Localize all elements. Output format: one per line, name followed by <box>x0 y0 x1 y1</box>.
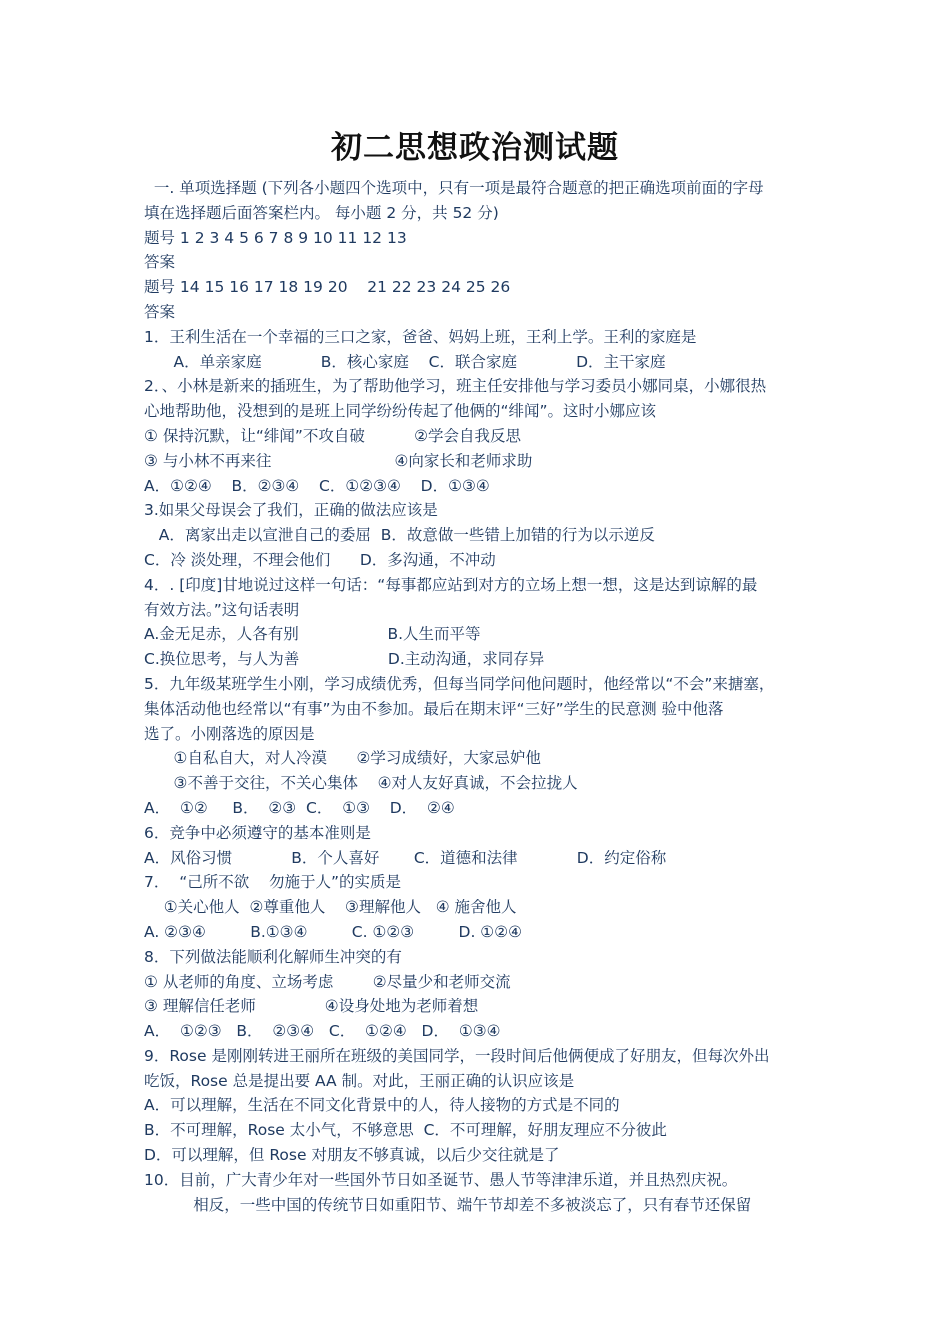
text-line: A．①②④ B．②③④ C．①②③④ D．①③④ <box>144 476 490 495</box>
text-line: 填在选择题后面答案栏内。 每小题 2 分，共 52 分) <box>144 203 499 222</box>
text-line: C.换位思考，与人为善 D.主动沟通，求同存异 <box>144 650 545 669</box>
text-line: ① 从老师的角度、立场考虑 ②尽量少和老师交流 <box>144 972 511 991</box>
text-line: 题号 1 2 3 4 5 6 7 8 9 10 11 12 13 <box>144 228 407 247</box>
text-line: D．可以理解，但 Rose 对朋友不够真诚，以后少交往就是了 <box>144 1146 560 1165</box>
text-line: 题号 14 15 16 17 18 19 20 21 22 23 24 25 26 <box>144 278 511 297</box>
text-line: C．冷 淡处理，不理会他们 D．多沟通，不冲动 <box>144 550 496 569</box>
text-line: 2．、小林是新来的插班生，为了帮助他学习，班主任安排他与学习委员小娜同桌，小娜很热 <box>144 377 767 396</box>
text-line: 答案 <box>144 253 176 272</box>
text-line: 1．王利生活在一个幸福的三口之家，爸爸、妈妈上班，王利上学。王利的家庭是 <box>144 327 697 346</box>
text-line: A． ①②③ B． ②③④ C． ①②④ D． ①③④ <box>144 1022 501 1041</box>
text-line: ① 保持沉默，让“绯闻”不攻自破 ②学会自我反思 <box>144 426 522 445</box>
text-line: 相反，一些中国的传统节日如重阳节、端午节却差不多被淡忘了，只有春节还保留 <box>144 1195 752 1214</box>
text-line: 答案 <box>144 302 176 321</box>
text-line: ③ 与小林不再来往 ④向家长和老师求助 <box>144 451 533 470</box>
text-line: 9．Rose 是刚刚转进王丽所在班级的美国同学，一段时间后他俩便成了好朋友，但每次外出 <box>144 1046 770 1065</box>
text-line: B．不可理解，Rose 太小气，不够意思 C．不可理解，好朋友理应不分彼此 <box>144 1121 667 1140</box>
text-line: ③ 理解信任老师 ④设身处地为老师着想 <box>144 997 479 1016</box>
text-line: 选了。小刚落选的原因是 <box>144 724 315 743</box>
document-body <box>144 176 816 1217</box>
text-line: 10．目前，广大青少年对一些国外节日如圣诞节、愚人节等津津乐道，并且热烈庆祝。 <box>144 1170 738 1189</box>
text-line: 4．. [印度]甘地说过这样一句话：“每事都应站到对方的立场上想一想，这是达到谅解的最 <box>144 575 758 594</box>
text-line: 吃饭，Rose 总是提出要 AA 制。对此，王丽正确的认识应该是 <box>144 1071 575 1090</box>
text-line: A．风俗习惯 B．个人喜好 C．道德和法律 D．约定俗称 <box>144 848 667 867</box>
text-line: A．可以理解，生活在不同文化背景中的人，待人接物的方式是不同的 <box>144 1096 620 1115</box>
text-line: 8．下列做法能顺利化解师生冲突的有 <box>144 947 402 966</box>
text-line: A.金无足赤，人各有别 B.人生而平等 <box>144 625 481 644</box>
text-line: 心地帮助他，没想到的是班上同学纷纷传起了他俩的“绯闻”。这时小娜应该 <box>144 402 657 421</box>
text-line: 6．竞争中必须遵守的基本准则是 <box>144 823 371 842</box>
text-line: A．离家出走以宣泄自己的委屈 B．故意做一些错上加错的行为以示逆反 <box>144 526 655 545</box>
document-title: 初二思想政治测试题 <box>331 130 619 166</box>
text-line: ③不善于交往，不关心集体 ④对人友好真诚，不会拉拢人 <box>144 774 578 793</box>
text-line: ①关心他人 ②尊重他人 ③理解他人 ④ 施舍他人 <box>144 898 517 917</box>
text-line: ①自私自大，对人冷漠 ②学习成绩好，大家忌妒他 <box>144 749 541 768</box>
text-line: 7． “己所不欲 勿施于人”的实质是 <box>144 873 401 892</box>
text-line: 3.如果父母误会了我们，正确的做法应该是 <box>144 501 438 520</box>
text-line: A． ①② B． ②③ C． ①③ D． ②④ <box>144 798 455 817</box>
text-line: 5．九年级某班学生小刚，学习成绩优秀，但每当同学问他问题时，他经常以“不会”来搪塞， <box>144 674 775 693</box>
text-line: 有效方法。”这句话表明 <box>144 600 300 619</box>
text-line: 一. 单项选择题 (下列各小题四个选项中，只有一项是最符合题意的把正确选项前面的字母 <box>144 179 764 197</box>
text-line: 集体活动他也经常以“有事”为由不参加。最后在期末评“三好”学生的民意测 验中他落 <box>144 699 724 718</box>
text-line: A．单亲家庭 B．核心家庭 C．联合家庭 D．主干家庭 <box>144 352 666 371</box>
text-line: A. ②③④ B.①③④ C. ①②③ D. ①②④ <box>144 922 522 941</box>
